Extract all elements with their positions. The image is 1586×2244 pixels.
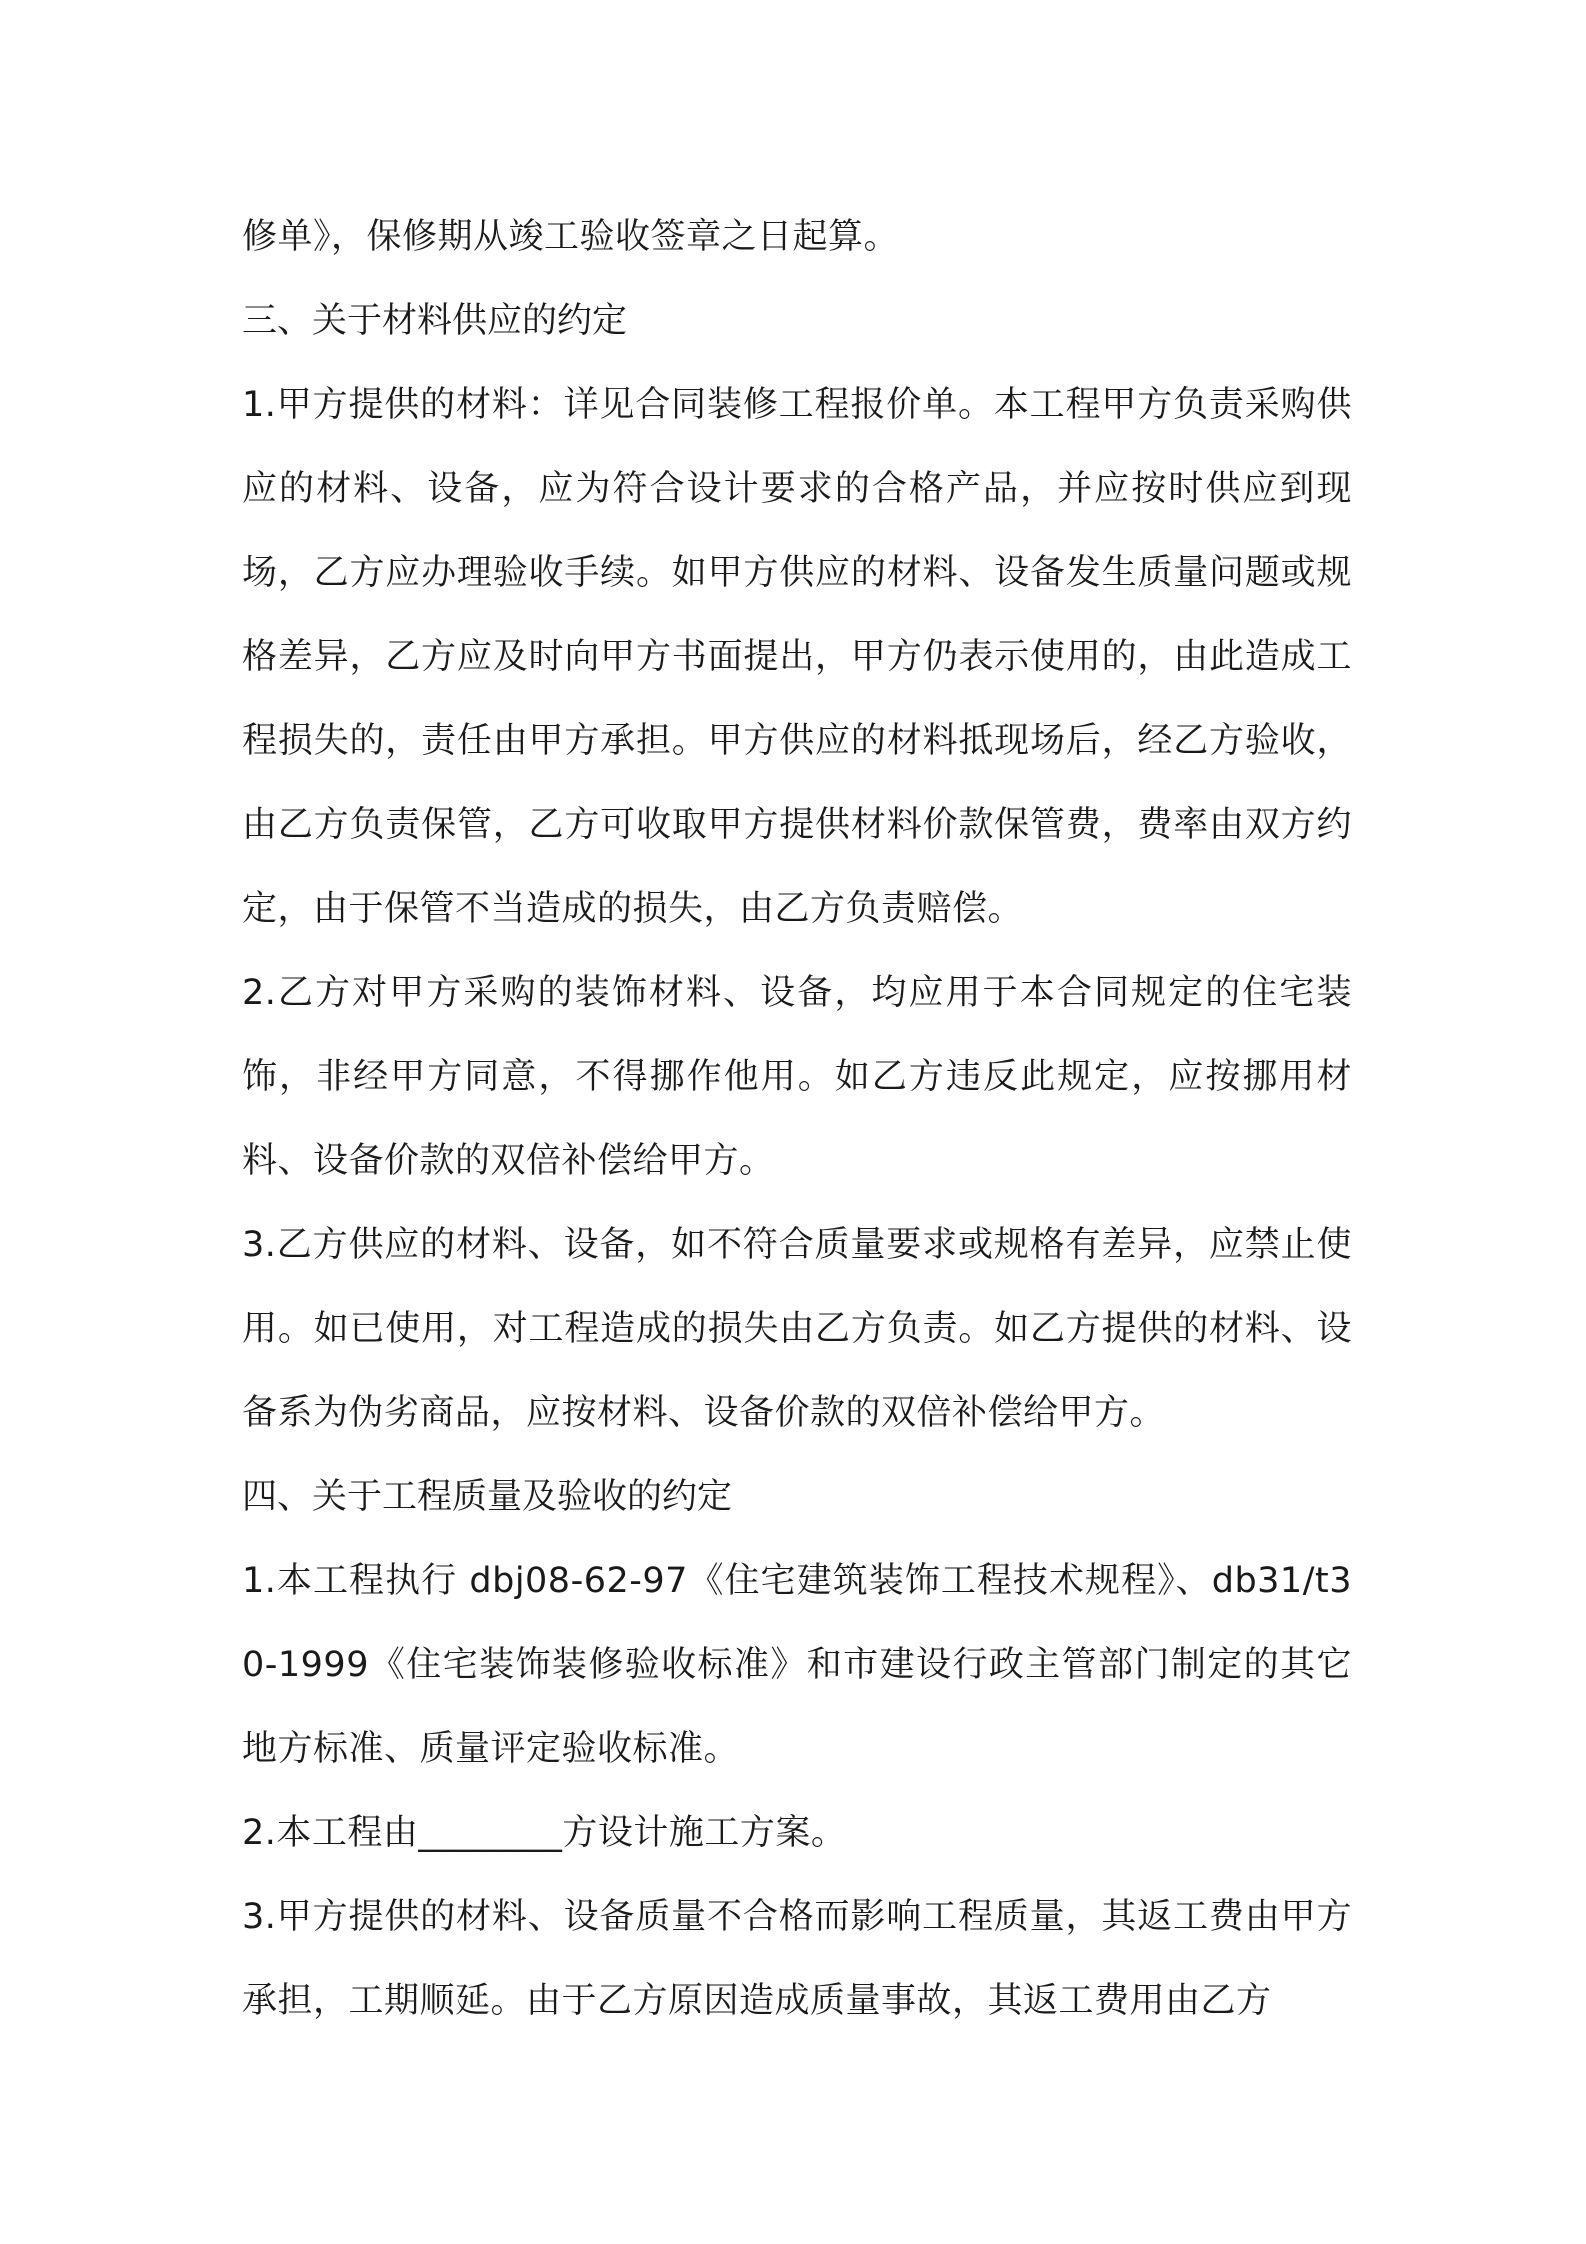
section-heading-quality-acceptance: 四、关于工程质量及验收的约定	[242, 1477, 733, 1517]
paragraph-rework-costs: 3.甲方提供的材料、设备质量不合格而影响工程质量，其返工费由甲方承担，工期顺延。由于乙方原因造成质量事故，其返工费用由乙方	[242, 1897, 1352, 2021]
paragraph-standards: 1.本工程执行 dbj08-62-97《住宅建筑装饰工程技术规程》、db31/t30-1999《住宅装饰装修验收标准》和市建设行政主管部门制定的其它地方标准、质量评定验收标准。	[242, 1561, 1352, 1769]
paragraph-warranty-period: 修单》，保修期从竣工验收签章之日起算。	[242, 217, 900, 257]
paragraph-party-b-supply: 3.乙方供应的材料、设备，如不符合质量要求或规格有差异，应禁止使用。如已使用，对工程造成的损失由乙方负责。如乙方提供的材料、设备系为伪劣商品，应按材料、设备价款的双倍补偿给甲方。	[242, 1225, 1352, 1433]
document-page	[242, 195, 1352, 2043]
paragraph-party-b-usage: 2.乙方对甲方采购的装饰材料、设备，均应用于本合同规定的住宅装饰，非经甲方同意，不得挪作他用。如乙方违反此规定，应按挪用材料、设备价款的双倍补偿给甲方。	[242, 973, 1352, 1181]
paragraph-design-plan: 2.本工程由________方设计施工方案。	[242, 1813, 847, 1853]
paragraph-party-a-materials: 1.甲方提供的材料：详见合同装修工程报价单。本工程甲方负责采购供应的材料、设备，应为符合设计要求的合格产品，并应按时供应到现场，乙方应办理验收手续。如甲方供应的材料、设备发生质量问题或规格差异，乙方应及时向甲方书面提出，甲方仍表示使用的，由此造成工程损失的，责任由甲方承担。甲方供应的材料抵现场后，经乙方验收，由乙方负责保管，乙方可收取甲方提供材料价款保管费，费率由双方约定，由于保管不当造成的损失，由乙方负责赔偿。	[242, 385, 1352, 929]
section-heading-material-supply: 三、关于材料供应的约定	[242, 301, 628, 341]
